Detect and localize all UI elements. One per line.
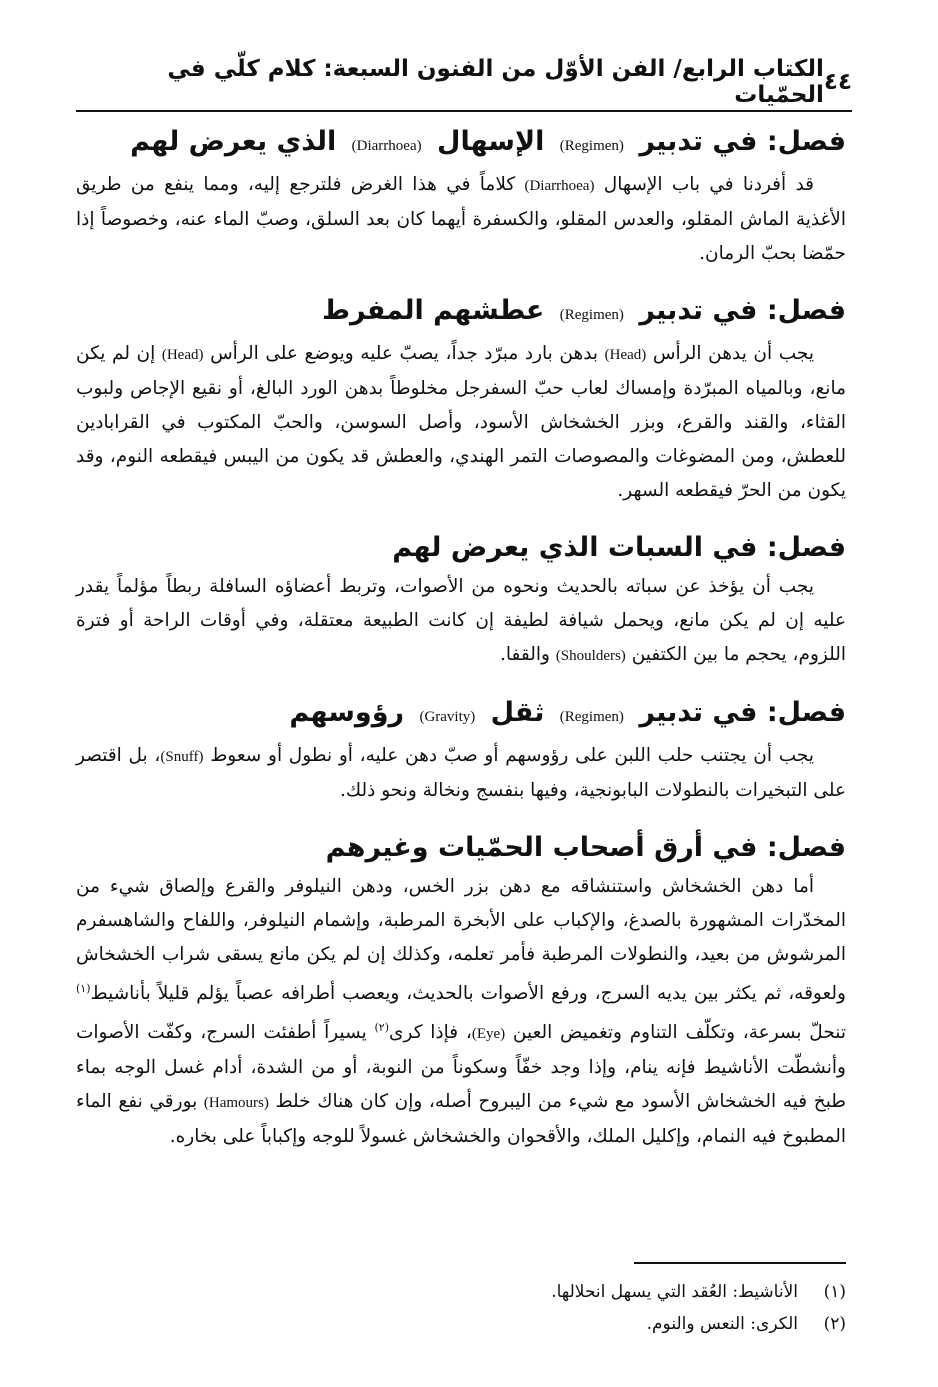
text-run: ، فإذا كرى	[389, 1022, 472, 1044]
heading-text: في السبات الذي يعرض لهم	[392, 532, 758, 563]
footnote-text: الأناشيط: العُقد التي يسهل انحلالها.	[551, 1282, 798, 1302]
heading-text: ثقل	[490, 697, 545, 728]
page-number: ٤٤	[823, 69, 852, 95]
text-run: بورقي نفع الماء المطبوخ فيه النمام، وإكليل الملك، والأقحوان والخشخاش غسولاً للوجه وإكباباً على بخاره.	[76, 1091, 846, 1148]
section-paragraph	[76, 337, 846, 508]
heading-text: عطشهم المفرط	[321, 295, 545, 326]
heading-text: في تدبير	[639, 126, 758, 157]
section-label: فصل:	[766, 697, 846, 728]
footnote-text: الكرى: النعس والنوم.	[646, 1314, 798, 1334]
heading-text: في تدبير	[639, 697, 758, 728]
section-label: فصل:	[766, 832, 846, 863]
text-run: يجب أن يؤخذ عن سباته بالحديث ونحوه من الأصوات، وتربط أعضاؤه السافلة ربطاً مؤلماً يقدر عليه إن لم يكن مانع، ويحمل شيافة لطيفة إن كانت الطبيعة معتقلة، وفي أوقات الراحة أو فترة اللزوم، يحجم ما بين الكتفين	[76, 576, 846, 665]
text-run: إن لم يكن مانع، وبالمياه المبرّدة وإمساك لعاب حبّ السفرجل مخلوطاً بدهن الورد البالغ، أو نقيع الإجاص ولبوب القثاء، والقند والقرع، وبزر الخشخاش الأسود، وأصل السوسن، والحبّ المكتوب في القرابادين للعطش، ومن المضوغات والمصوصات التمر الهندي، والعطش قد يكون من اليبس فيقطعه النوم، وقد يكون من الحرّ فيقطعه السهر.	[76, 343, 846, 501]
body-text	[76, 122, 846, 1174]
heading-text: في تدبير	[639, 295, 758, 326]
footnote-ref[interactable]: (٢)	[374, 1021, 390, 1035]
section-heading	[76, 828, 846, 868]
section-paragraph	[76, 168, 846, 271]
latin-term: (Head)	[604, 347, 647, 363]
text-run: تنحلّ بسرعة، وتكلّف التناوم وتغميض العين	[505, 1022, 846, 1044]
footnote-ref[interactable]: (١)	[76, 982, 91, 995]
section-label: فصل:	[766, 532, 846, 563]
section-paragraph	[76, 739, 846, 808]
section-label: فصل:	[766, 295, 846, 326]
text-run: ، بل اقتصر على التبخيرات بالنطولات البابونجية، وفيها بنفسج ونخالة ونحو ذلك.	[76, 745, 846, 801]
footnote	[300, 1308, 846, 1340]
latin-term: (Hamours)	[203, 1095, 269, 1112]
text-run: والقفا.	[499, 644, 556, 665]
section-heading	[76, 693, 846, 737]
heading-text: الإسهال	[437, 126, 545, 157]
footnote-rule	[634, 1262, 846, 1264]
text-run: بدهن بارد مبرّد جداً، يصبّ عليه ويوضع على الرأس	[203, 343, 605, 364]
running-title: الكتاب الرابع/ الفن الأوّل من الفنون السبعة: كلام كلّي في الحمّيات	[167, 56, 824, 108]
latin-term: (Diarrhoea)	[524, 178, 595, 194]
latin-term: (Snuff)	[160, 749, 204, 765]
heading-latin-term: (Regimen)	[559, 709, 624, 725]
heading-latin-term: (Regimen)	[559, 307, 624, 323]
footnote-number: (١)	[823, 1282, 846, 1302]
heading-latin-term: (Diarrhoea)	[351, 138, 422, 154]
section-heading	[76, 122, 846, 166]
text-run: قد أفردنا في باب الإسهال	[594, 174, 815, 195]
text-run: كلاماً في هذا الغرض فلترجع إليه، ومما ينفع من طريق الأغذية الماش المقلو، والعدس المقلو، والكسفرة أيهما كان بعد السلق، وصبّ الماء عنه، وخصوصاً إذا حمّضا بحبّ الرمان.	[76, 174, 846, 264]
header-rule	[76, 110, 852, 112]
latin-term: (Eye)	[471, 1026, 506, 1043]
text-run: يسيراً أطفئت السرج، وكفّت الأصوات وأنشطّت الأناشيط فإنه ينام، وإذا وجد خفّاً وسكوناً من النوبة، أو من الشدة، أدام غسل الوجه بماء طبخ فيه الخشخاش الأسود مع شيء من اليبروح أصله، وإن كان هناك خلط	[76, 1022, 846, 1113]
section-paragraph	[76, 570, 846, 673]
section-paragraph	[76, 870, 846, 1154]
running-head	[76, 56, 852, 108]
footnote-number: (٢)	[823, 1314, 846, 1334]
text-run: يجب أن يجتنب حلب اللبن على رؤوسهم أو صبّ دهن عليه، أو نطول أو سعوط	[203, 745, 814, 766]
heading-text: رؤوسهم	[289, 697, 405, 728]
heading-text: في أرق أصحاب الحمّيات وغيرهم	[325, 832, 758, 863]
section-heading	[76, 528, 846, 568]
section-label: فصل:	[766, 126, 846, 157]
latin-term: (Shoulders)	[555, 648, 626, 664]
text-run: يجب أن يدهن الرأس	[646, 343, 814, 364]
text-run: أما دهن الخشخاش واستنشاقه مع دهن بزر الخس، ودهن النيلوفر والقرع وإلصاق شيء من المخدّرات المشهورة بالصدغ، والإكباب على الأبخرة المرطبة، وإشمام النيلوفر، واللفاح والشاهسفرم المرشوش من بعيد، والنطولات المرطبة فأمر تعلمه، وكذلك إن لم يكن مانع يسقى شراب الخشخاش ولعوقه، ثم يكثر بين يديه السرج، ورفع الأصوات بالحديث، ويعصب أطرافه عصباً يؤلم قليلاً بأناشيط	[76, 876, 846, 1005]
section-heading	[76, 291, 846, 335]
heading-latin-term: (Regimen)	[559, 138, 624, 154]
footnote	[300, 1276, 846, 1308]
heading-text: الذي يعرض لهم	[130, 126, 337, 157]
footnotes	[300, 1276, 846, 1340]
latin-term: (Head)	[161, 347, 204, 363]
heading-latin-term: (Gravity)	[419, 709, 476, 725]
